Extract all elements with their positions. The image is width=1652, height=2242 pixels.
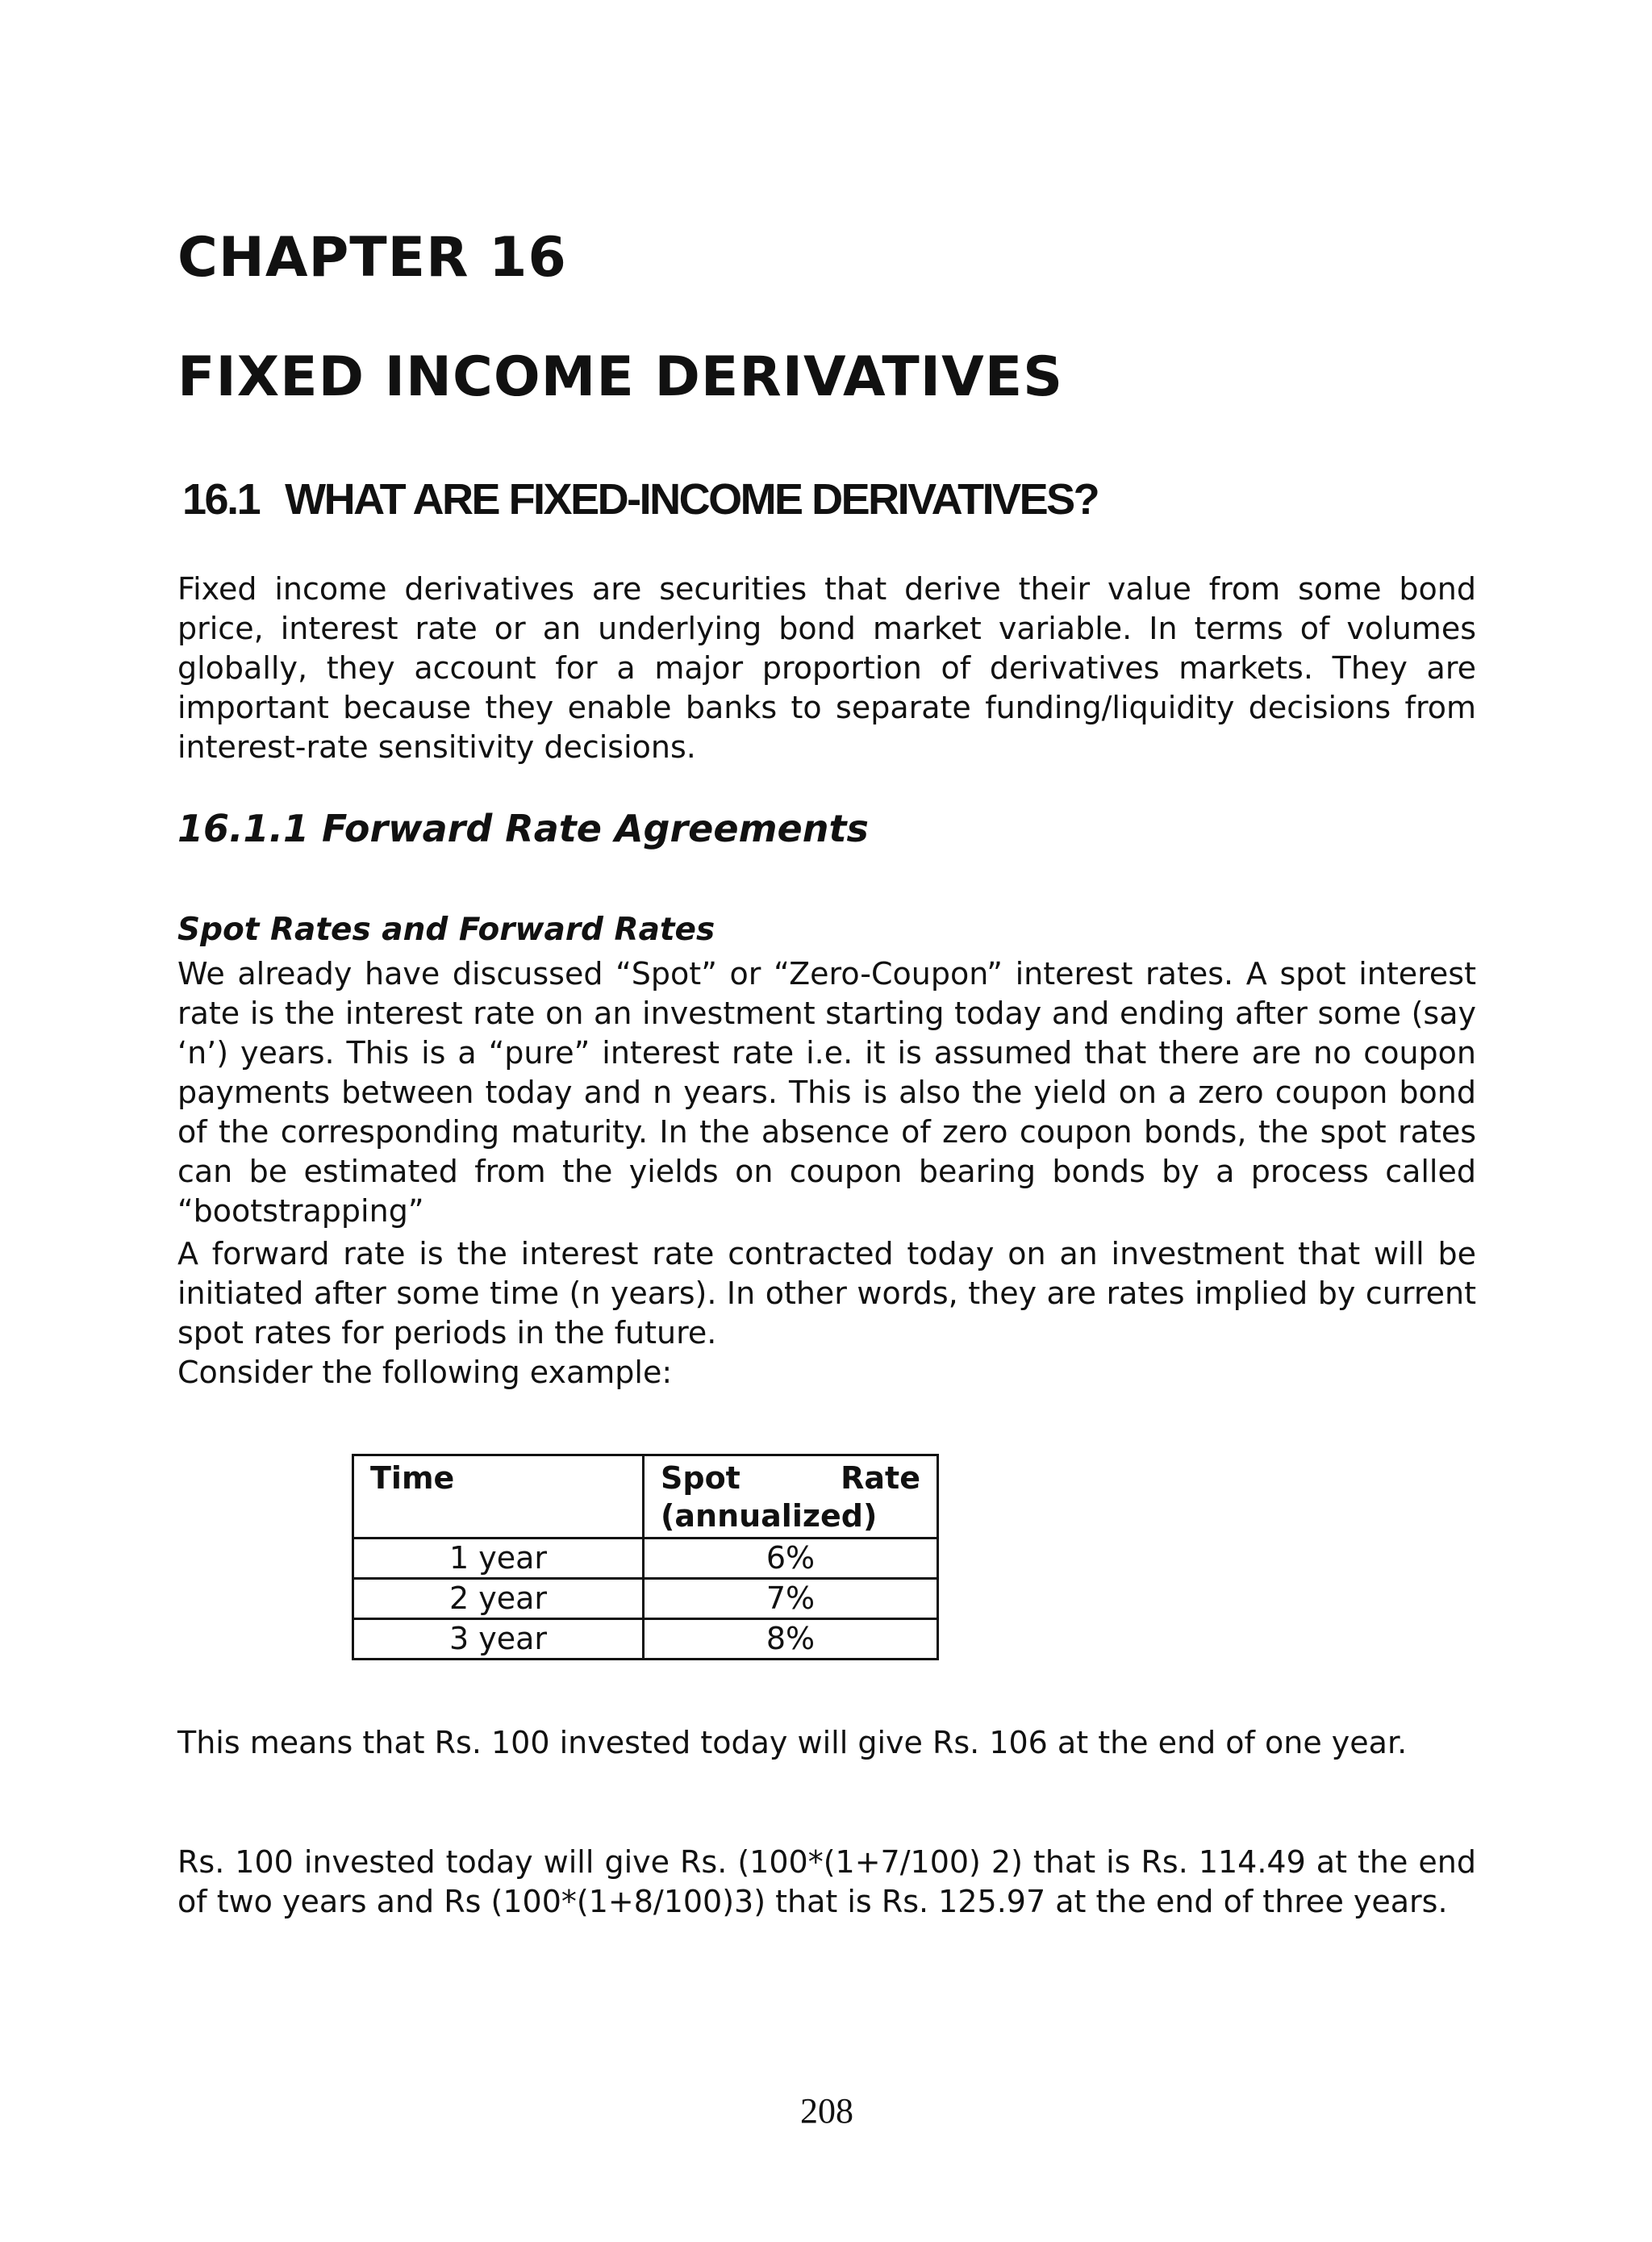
table-header-row bbox=[353, 1455, 938, 1539]
section-number: 16.1 bbox=[182, 475, 260, 524]
cell-rate: 6% bbox=[644, 1539, 938, 1579]
header-rate-word1: Spot bbox=[661, 1460, 740, 1496]
header-time: Time bbox=[353, 1455, 644, 1539]
section-title: WHAT ARE FIXED-INCOME DERIVATIVES? bbox=[285, 475, 1099, 524]
section-heading bbox=[182, 474, 1098, 524]
header-rate-word3: (annualized) bbox=[661, 1498, 878, 1534]
spot-rate-paragraph: We already have discussed “Spot” or “Zero-Coupon” interest rates. A spot interest rate is the interest rate on an investment starting today and ending after some (say ‘n’) years. This is a “pure” interest rate i.e. it is assumed that there are no coupon payments between today and n years. This is also the yield on a zero coupon bond of the corresponding maturity. In the absence of zero coupon bonds, the spot rates can be estimated from the yields on coupon bearing bonds by a process called “bootstrapping” bbox=[177, 956, 1476, 1229]
cell-time: 3 year bbox=[353, 1619, 644, 1660]
one-year-explanation: This means that Rs. 100 invested today will give Rs. 106 at the end of one year. bbox=[177, 1725, 1408, 1760]
forward-rate-paragraph: A forward rate is the interest rate contracted today on an investment that will be initiated after some time (n years). In other words, they are rates implied by current spot rates for periods in the future. bbox=[177, 1236, 1476, 1351]
header-spot-rate bbox=[644, 1455, 938, 1539]
table-row bbox=[353, 1579, 938, 1619]
example-intro: Consider the following example: bbox=[177, 1355, 673, 1390]
table-row bbox=[353, 1539, 938, 1579]
multi-year-explanation: Rs. 100 invested today will give Rs. (100*(1+7/100) 2) that is Rs. 114.49 at the end of two years and Rs (100*(1+8/100)3) that is Rs. 125.97 at the end of three years. bbox=[177, 1844, 1476, 1919]
cell-rate: 7% bbox=[644, 1579, 938, 1619]
subheading-spot-forward: Spot Rates and Forward Rates bbox=[177, 912, 715, 948]
page-number: 208 bbox=[800, 2091, 853, 2131]
table-row bbox=[353, 1619, 938, 1660]
subsection-heading: 16.1.1 Forward Rate Agreements bbox=[177, 807, 869, 850]
intro-paragraph: Fixed income derivatives are securities that derive their value from some bond price, interest rate or an underlying bond market variable. In terms of volumes globally, they account for a major proportion of derivatives markets. They are important because they enable banks to separate funding/liquidity decisions from interest-rate sensitivity decisions. bbox=[177, 571, 1476, 765]
cell-time: 2 year bbox=[353, 1579, 644, 1619]
chapter-number: CHAPTER 16 bbox=[177, 226, 567, 290]
spot-rate-table bbox=[352, 1454, 939, 1660]
chapter-title: FIXED INCOME DERIVATIVES bbox=[177, 345, 1064, 409]
header-rate-word2: Rate bbox=[841, 1460, 920, 1496]
cell-time: 1 year bbox=[353, 1539, 644, 1579]
cell-rate: 8% bbox=[644, 1619, 938, 1660]
